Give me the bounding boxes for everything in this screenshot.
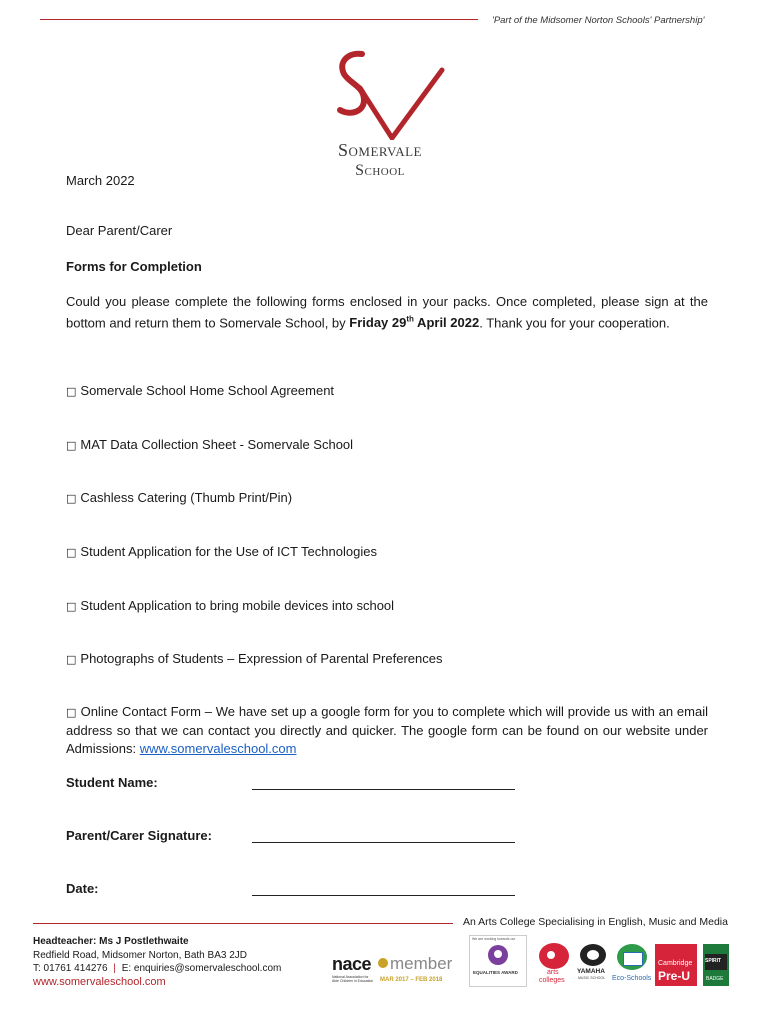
signature-label: Parent/Carer Signature: — [66, 828, 212, 843]
logo-line-1: Somervale — [337, 140, 422, 160]
phone-email — [33, 962, 281, 976]
student-name-line[interactable] — [252, 789, 515, 790]
checkbox-icon: □ — [66, 706, 77, 719]
checkbox-icon: □ — [66, 439, 77, 452]
logo-line-2: School — [355, 162, 405, 179]
footer-contact — [33, 935, 281, 989]
phone: T: 01761 414276 — [33, 963, 108, 974]
intro-part-1: Could you please complete the following forms enclosed in your packs. Once completed, please sign at the bottom and return them to Somervale School, by — [66, 294, 708, 331]
eco-schools-logo: Eco-Schools — [611, 944, 653, 986]
checkbox-icon: □ — [66, 600, 77, 613]
student-name-label: Student Name: — [66, 775, 158, 790]
arts-colleges-logo: arts colleges — [535, 943, 575, 987]
intro-part-2: . Thank you for your cooperation. — [479, 315, 670, 331]
form-item — [66, 382, 708, 401]
online-form-text: Online Contact Form – We have set up a google form for you to complete which will provide us with an email address so that we can contact you directly and quicker. The google form can be found on our website under Admissions: — [66, 704, 708, 756]
form-item-online — [66, 703, 708, 758]
spirit-badge-logo: SPIRIT BADGE — [703, 944, 729, 986]
letter-date: March 2022 — [66, 173, 135, 188]
checkbox-icon: □ — [66, 653, 77, 666]
form-item-label: Cashless Catering (Thumb Print/Pin) — [80, 490, 293, 505]
intro-paragraph — [66, 293, 708, 332]
email: E: enquiries@somervaleschool.com — [121, 963, 282, 974]
footer-website[interactable]: www.somervaleschool.com — [33, 975, 166, 988]
header-rule — [40, 19, 478, 20]
salutation: Dear Parent/Carer — [66, 223, 173, 238]
address: Redfield Road, Midsomer Norton, Bath BA3 2JD — [33, 949, 247, 961]
date-line[interactable] — [252, 895, 515, 896]
headteacher: Headteacher: Ms J Postlethwaite — [33, 936, 189, 947]
school-logo-text — [300, 139, 460, 181]
footer-tagline: An Arts College Specialising in English, Music and Media — [463, 916, 728, 928]
somervale-logo-mark — [330, 50, 445, 140]
equalities-award-badge: We are working towards our EQUALITIES AWARD — [469, 935, 527, 987]
form-item-label: Student Application to bring mobile devices into school — [80, 598, 395, 613]
date-label: Date: — [66, 881, 99, 896]
signature-line[interactable] — [252, 842, 515, 843]
form-item-label: Photographs of Students – Expression of Parental Preferences — [80, 651, 443, 666]
form-item-label: MAT Data Collection Sheet - Somervale School — [80, 437, 354, 452]
yamaha-music-school-logo: YAMAHA MUSIC SCHOOL — [576, 944, 610, 986]
partnership-note: 'Part of the Midsomer Norton Schools' Partnership' — [492, 15, 705, 26]
form-item-label: Student Application for the Use of ICT Technologies — [80, 544, 377, 559]
nace-member-logo: nace member National Association for Able Children in Education MAR 2017 – FEB 2018 — [332, 954, 453, 983]
footer-rule — [33, 923, 453, 924]
deadline-date: Friday 29th April 2022 — [349, 315, 480, 331]
letter-heading: Forms for Completion — [66, 259, 202, 274]
form-item — [66, 489, 708, 508]
form-item — [66, 650, 708, 669]
form-item-label: Somervale School Home School Agreement — [80, 383, 335, 398]
checkbox-icon: □ — [66, 385, 77, 398]
form-item — [66, 597, 708, 616]
checkbox-icon: □ — [66, 546, 77, 559]
cambridge-pre-u-logo: Cambridge Pre-U — [655, 944, 697, 986]
form-item — [66, 543, 708, 562]
checkbox-icon: □ — [66, 492, 77, 505]
separator: | — [113, 963, 116, 974]
form-item — [66, 436, 708, 455]
website-link[interactable]: www.somervaleschool.com — [139, 741, 297, 756]
